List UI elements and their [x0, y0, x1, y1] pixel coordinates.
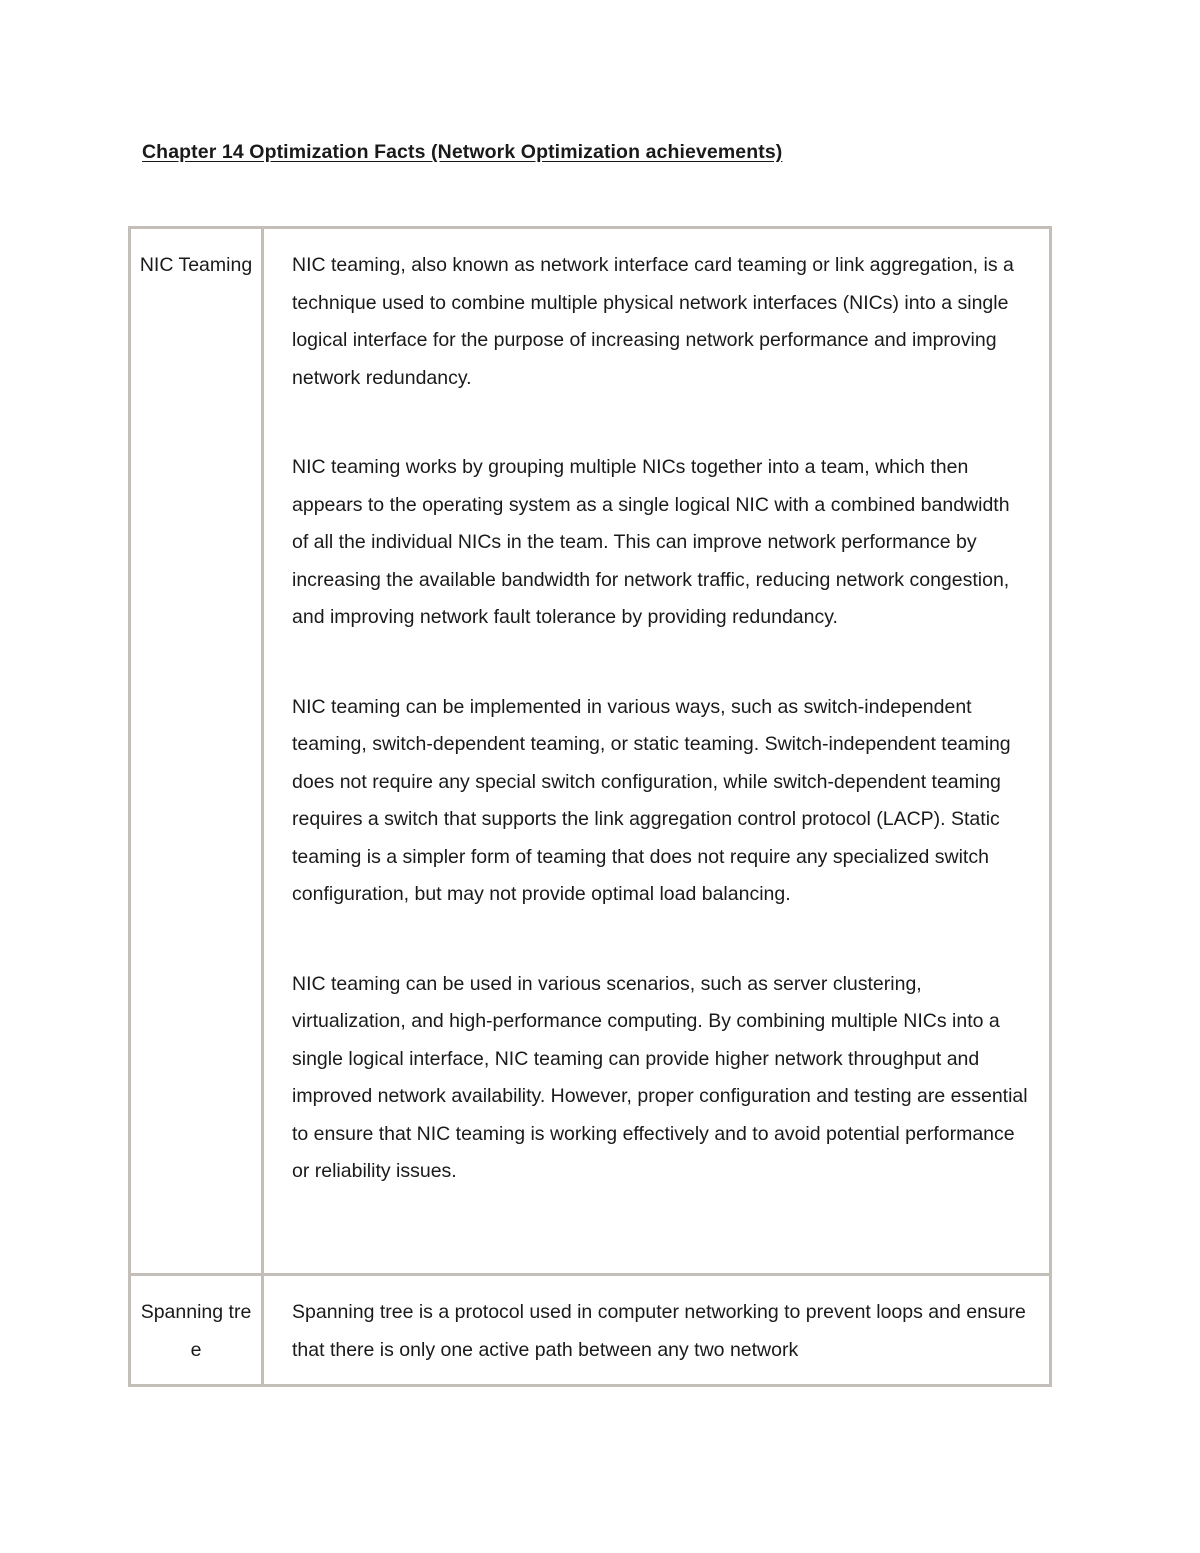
description-paragraph: NIC teaming works by grouping multiple NICs together into a team, which then appears to the operating system as a single logical NIC with a combined bandwidth of all the individual NICs in the team. This can improve network performance by increasing the available bandwidth for network traffic, reducing network congestion, and improving network fault tolerance by providing redundancy.	[292, 456, 1010, 628]
description-cell-spanning-tree	[263, 1275, 1051, 1386]
description-cell-nic-teaming	[263, 228, 1051, 1275]
description-paragraph: NIC teaming can be used in various scenarios, such as server clustering, virtualization, and high-performance computing. By combining multiple NICs into a single logical interface, NIC teaming can provide higher network throughput and improved network availability. However, proper configuration and testing are essential to ensure that NIC teaming is working effectively and to avoid potential performance or reliability issues.	[292, 972, 1028, 1182]
table-row-nic-teaming	[130, 228, 1051, 1275]
description-paragraph: Spanning tree is a protocol used in computer networking to prevent loops and ensure that there is only one active path between any two network	[292, 1301, 1026, 1361]
table-row-spanning-tree	[130, 1275, 1051, 1386]
term-cell-spanning-tree: Spanning tree	[130, 1275, 263, 1386]
description-paragraph: NIC teaming can be implemented in various ways, such as switch-independent teaming, switch-dependent teaming, or static teaming. Switch-independent teaming does not require any special switch configuration, while switch-dependent teaming requires a switch that supports the link aggregation control protocol (LACP). Static teaming is a simpler form of teaming that does not require any specialized switch configuration, but may not provide optimal load balancing.	[292, 695, 1011, 905]
description-paragraph: NIC teaming, also known as network interface card teaming or link aggregation, is a technique used to combine multiple physical network interfaces (NICs) into a single logical interface for the purpose of increasing network performance and improving network redundancy.	[292, 254, 1014, 389]
term-cell-nic-teaming: NIC Teaming	[130, 228, 263, 1275]
document-title: Chapter 14 Optimization Facts (Network Optimization achievements)	[142, 141, 783, 163]
facts-table	[128, 226, 1052, 1387]
